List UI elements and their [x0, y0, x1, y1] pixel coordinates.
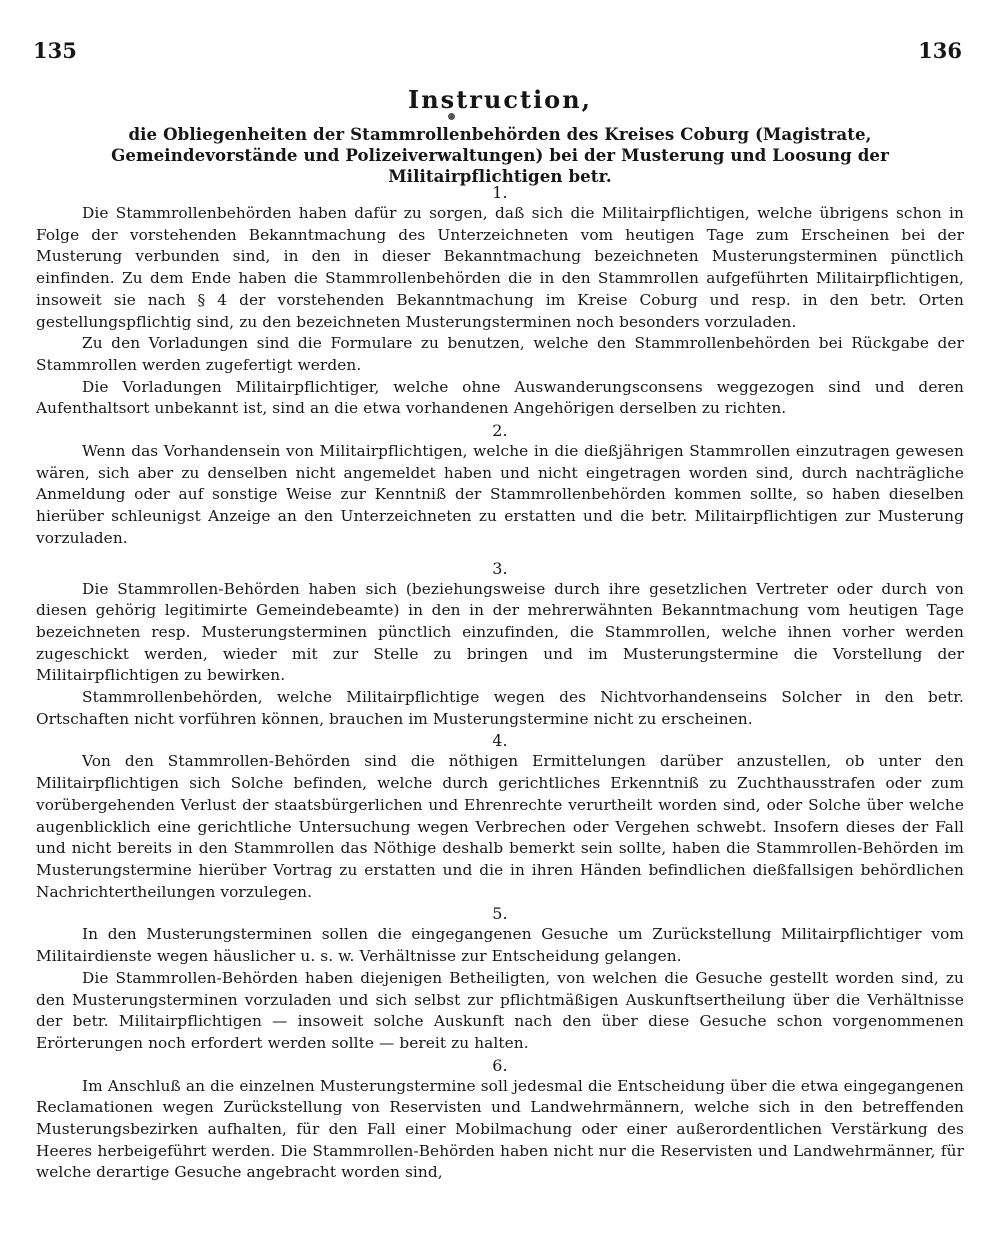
section-2 — [36, 420, 964, 550]
paragraph: Die Stammrollen-Behörden haben sich (beziehungsweise durch ihre gesetzlichen Vertreter oder durch von diesen gehörig legitimirte Gemeindebeamte) in den in der mehrerwähnten Bekanntmachung vom heutigen Tage bezeichneten resp. Musterungsterminen pünctlich einzufinden, die Stammrollen, welche ihnen vorher werden zugeschickt werden, wieder mit zur Stelle zu bringen und im Musterungstermine die Vorstellung der Militairpflichtigen zu bewirken. — [36, 579, 964, 685]
section-4 — [36, 730, 964, 903]
section-number: 5. — [492, 904, 508, 924]
paragraph: Von den Stammrollen-Behörden sind die nöthigen Ermittelungen darüber anzustellen, ob unter den Militairpflichtigen sich Solche befinden, welche durch gerichtliches Erkenntniß zu Zuchthausstrafen oder zum vorübergehenden Verlust der staatsbürgerlichen und Ehrenrechte verurtheilt worden sind, oder Solche über welche augenblicklich eine gerichtliche Untersuchung wegen Verbrechen oder Vergehen schwebt. Insofern dieses der Fall und nicht bereits in den Stammrollen das Nöthige deshalb bemerkt sein sollte, haben die Stammrollen-Behörden im Musterungstermine hierüber Vortrag zu erstatten und die in ihren Händen befindlichen dießfallsigen behördlichen Nachrichtertheilungen vorzulegen. — [36, 752, 964, 901]
section-5 — [36, 903, 964, 1054]
document-body — [36, 182, 964, 1184]
page-number-right: 136 — [918, 38, 962, 63]
section-number: 1. — [492, 183, 508, 202]
paragraph: Die Stammrollen-Behörden haben diejenigen Betheiligten, von welchen die Gesuche gestellt worden sind, zu den Musterungsterminen vorzuladen und sich selbst zur pflichtmäßigen Auskunftsertheilung über die Verhältnisse der betr. Militairpflichtigen — insoweit solche Auskunft nach den über diese Gesuche schon vorgenommenen Erörterungen noch erfordert werden sollte — bereit zu halten. — [36, 968, 964, 1052]
section-number: 6. — [492, 1055, 508, 1075]
section-number: 3. — [492, 558, 508, 578]
paragraph: Die Vorladungen Militairpflichtiger, welche ohne Auswanderungsconsens weggezogen sind und deren Aufenthaltsort unbekannt ist, sind an die etwa vorhandenen Angehörigen derselben zu richten. — [36, 377, 964, 418]
section-number: 4. — [492, 731, 508, 751]
ink-dot — [448, 113, 455, 120]
section-6 — [36, 1055, 964, 1185]
section-1 — [36, 182, 964, 420]
paragraph: Die Stammrollenbehörden haben dafür zu sorgen, daß sich die Militairpflichtigen, welche übrigens schon in Folge der vorstehenden Bekanntmachung des Unterzeichneten vom heutigen Tage zum Erscheinen bei der Musterung verbunden sind, in den in dieser Bekanntmachung bezeichneten Musterungsterminen pünctlich einfinden. Zu dem Ende haben die Stammrollenbehörden die in den Stammrollen aufgeführten Militairpflichtigen, insoweit sie nach § 4 der vorstehenden Bekanntmachung im Kreise Coburg und resp. in den betr. Orten gestellungspflichtig sind, zu den bezeichneten Musterungsterminen noch besonders vorzuladen. — [36, 204, 964, 331]
section-3 — [36, 558, 964, 731]
document-title: Instruction, — [408, 85, 592, 114]
section-number: 2. — [492, 421, 508, 441]
paragraph: Stammrollenbehörden, welche Militairpflichtige wegen des Nichtvorhandenseins Solcher in den betr. Ortschaften nicht vorführen können, brauchen im Musterungstermine nicht zu erscheinen. — [36, 688, 964, 728]
paragraph: In den Musterungsterminen sollen die eingegangenen Gesuche um Zurückstellung Militairpflichtiger vom Militairdienste wegen häuslicher u. s. w. Verhältnisse zur Entscheidung gelangen. — [36, 925, 964, 966]
document-subtitle: die Obliegenheiten der Stammrollenbehörden des Kreises Coburg (Magistrate, Gemeindevorstände und Polizeiverwaltungen) bei der Musterung und Loosung der Militairpflichtigen betr. — [111, 124, 889, 186]
paragraph: Wenn das Vorhandensein von Militairpflichtigen, welche in die dießjährigen Stammrollen einzutragen gewesen wären, sich aber zu denselben nicht angemeldet haben und nicht eingetragen worden sind, durch nachträgliche Anmeldung oder auf sonstige Weise zur Kenntniß der Stammrollenbehörden kommen sollte, so haben dieselben hierüber schleunigst Anzeige an den Unterzeichneten zu erstatten und die betr. Militairpflichtigen zur Musterung vorzuladen. — [36, 442, 964, 547]
page-number-left: 135 — [33, 38, 77, 63]
paragraph: Im Anschluß an die einzelnen Musterungstermine soll jedesmal die Entscheidung über die etwa eingegangenen Reclamationen wegen Zurückstellung von Reservisten und Landwehrmännern, welche sich in den betreffenden Musterungsbezirken aufhalten, für den Fall einer Mobilmachung oder einer außerordentlichen Verstärkung des Heeres herbeigeführt werden. Die Stammrollen-Behörden haben nicht nur die Reservisten und Landwehrmänner, für welche derartige Gesuche angebracht worden sind, — [36, 1076, 964, 1182]
paragraph: Zu den Vorladungen sind die Formulare zu benutzen, welche den Stammrollenbehörden bei Rückgabe der Stammrollen werden zugefertigt werden. — [36, 334, 964, 374]
